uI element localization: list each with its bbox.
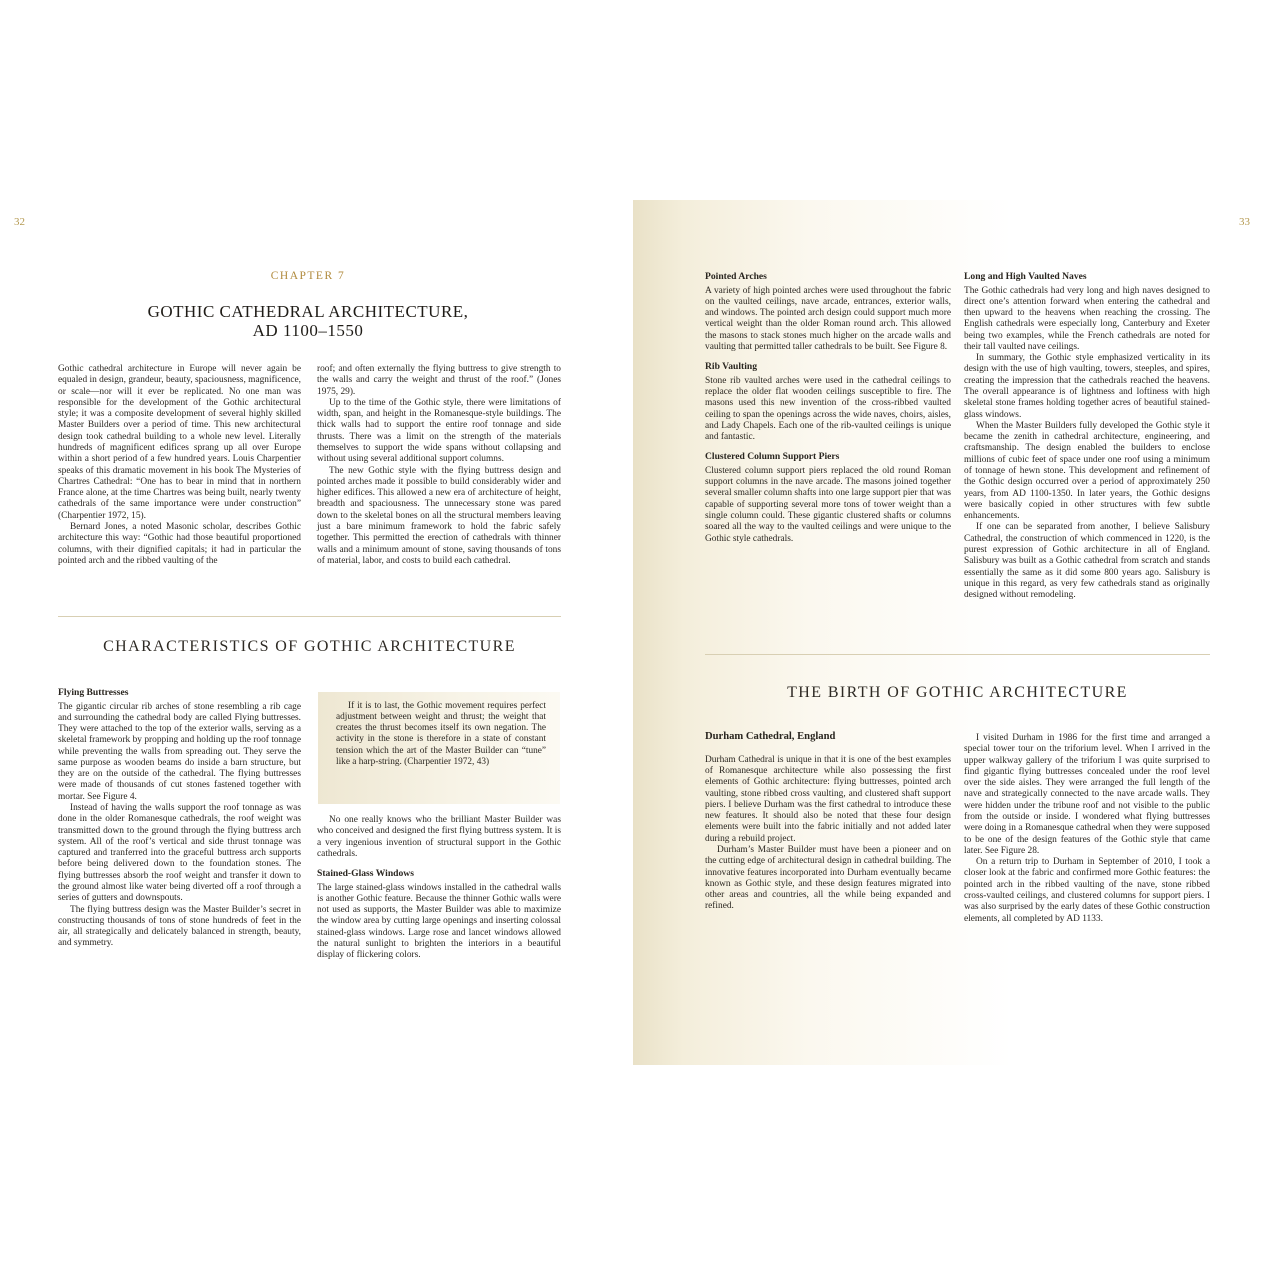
paragraph: Instead of having the walls support the roof tonnage as was done in the older Romanesque cathedrals, the roof weight was transmitted down to the ground through the flying buttress arch system. All of the roof’s vertical and side thrust tonnage was captured and tranferred into the graceful buttress arch supports before being delivered down to the foundation stones. The flying buttresses absorb the roof weight and transfer it down to the ground almost like water being diverted off a roof through a series of gutters and downspouts. xyxy=(58,803,301,904)
paragraph: Bernard Jones, a noted Masonic scholar, describes Gothic architecture this way: “Gothic had those beautiful proportioned columns, with their dignified capitals; it had in particular the pointed arch and the ribbed vaulting of the xyxy=(58,521,301,566)
chapter-label: CHAPTER 7 xyxy=(270,270,346,282)
section-divider xyxy=(58,616,561,617)
subheading-rib-vaulting: Rib Vaulting xyxy=(705,361,757,373)
paragraph: Up to the time of the Gothic style, there were limitations of width, span, and height in the Romanesque-style buildings. The thick walls had to support the entire roof tonnage and side thrusts. There was a limit on the strength of the materials themselves to support the wide spans without collapsing and without using several additional support columns. xyxy=(317,397,561,465)
section-divider xyxy=(705,654,1210,655)
subheading-vaulted-naves: Long and High Vaulted Naves xyxy=(964,271,1087,282)
subheading-durham: Durham Cathedral, England xyxy=(705,731,836,742)
section-title-birth: THE BIRTH OF GOTHIC ARCHITECTURE xyxy=(787,684,1128,701)
paragraph: The flying buttress design was the Master Builder’s secret in constructing thousands of tons of stone hundreds of feet in the air, all strategically and delicately balanced in strength, beauty, and symmetry. xyxy=(58,904,301,949)
master-builder-column xyxy=(317,815,561,962)
chapter-title xyxy=(58,302,558,340)
paragraph: Gothic cathedral architecture in Europe will never again be equaled in design, grandeur, beauty, spaciousness, magnificence, or scale—nor will it ever be replicated. No one man was responsible for the development of the Gothic architectural style; it was a composite development of several highly skilled Master Builders over a period of time. This new architectural design took cathedral building to a whole new level. Literally hundreds of magnificent edifices sprang up all over Europe within a short period of a few hundred years. Louis Charpentier speaks of this dramatic movement in his book The Mysteries of Chartres Cathedral: “One has to bear in mind that in northern France alone, at the time Chartres was being built, nearly twenty cathedrals of the same importance were under construction” (Charpentier 1972, 15). xyxy=(58,364,301,521)
flying-buttresses-column xyxy=(58,687,301,950)
subheading-stained-glass: Stained-Glass Windows xyxy=(317,868,414,880)
subheading-clustered-columns: Clustered Column Support Piers xyxy=(705,451,840,463)
page-number-right: 33 xyxy=(1239,216,1250,228)
paragraph: Clustered column support piers replaced the old round Roman support columns in the nave arcade. The masons joined together several smaller column shafts into one large support pier that was capable of supporting several more tons of tower weight than a single column could. These gigantic clustered shafts or columns soared all the way to the vaulted ceilings and were unique to the Gothic style cathedrals. xyxy=(705,465,951,544)
chapter-title-line-2: AD 1100–1550 xyxy=(252,321,364,341)
durham-column xyxy=(705,731,951,913)
paragraph: If one can be separated from another, I believe Salisbury Cathedral, the construction of which commenced in 1220, is the purest expression of Gothic architecture in all of England. Salisbury was built as a Gothic cathedral from scratch and stands essentially the same as it did some 800 years ago. Salisbury is unique in this regard, as very few cathedrals stand as originally designed without remodeling. xyxy=(964,522,1210,601)
pull-quote-text: If it is to last, the Gothic movement requires perfect adjustment between weight and thrust; the weight that creates the thrust becomes itself its own negation. The activity in the stone is therefore in a state of constant tension which the art of the Master Builder can “tune” like a harp-string. (Charpentier 1972, 43) xyxy=(336,701,546,767)
page-number-left: 32 xyxy=(14,216,25,228)
paragraph: Durham Cathedral is unique in that it is one of the best examples of Romanesque architecture while also possessing the first elements of Gothic architecture: flying buttresses, pointed arch vaulting, stone ribbed cross vaulting, and clustered shaft support piers. I believe Durham was the first cathedral to introduce these new features. It should also be noted that these four design elements were built into the fabric initially and not added later during a rebuild project. xyxy=(705,754,951,844)
section-title-characteristics: CHARACTERISTICS OF GOTHIC ARCHITECTURE xyxy=(103,638,516,655)
chapter-title-line-1: GOTHIC CATHEDRAL ARCHITECTURE, xyxy=(147,302,469,321)
paragraph: No one really knows who the brilliant Master Builder was who conceived and designed the first flying buttress system. It is a very ingenious invention of structural support in the Gothic cathedrals. xyxy=(317,815,561,859)
paragraph: A variety of high pointed arches were used throughout the fabric on the vaulted ceilings, nave arcade, entrances, exterior walls, and windows. The pointed arch design could support much more vertical weight than the older Roman round arch. This allowed the masons to stack stones much higher on the arcade walls and vaulting that permitted taller cathedrals to be built. See Figure 8. xyxy=(705,285,951,352)
visit-column xyxy=(964,733,1210,925)
paragraph: When the Master Builders fully developed the Gothic style it became the zenith in cathedral architecture, engineering, and craftsmanship. The design enabled the builders to enclose millions of cubic feet of space under one roof using a minimum of tonnage of hewn stone. This development and refinement of the Gothic design occurred over a period of approximately 250 years, from AD 1100-1350. In later years, the Gothic designs were basically copied in other structures with few subtle enhancements. xyxy=(964,420,1210,522)
paragraph: roof; and often externally the flying buttress to give strength to the walls and carry the weight and thrust of the roof.” (Jones 1975, 29). xyxy=(317,364,561,397)
paragraph: On a return trip to Durham in September of 2010, I took a closer look at the fabric and confirmed more Gothic features: the pointed arch in the ribbed vaulting of the nave, stone ribbed cross-vaulted ceilings, and clustered columns for support piers. I was also surprised by the early dates of these Gothic construction elements, all completed by AD 1133. xyxy=(964,857,1210,924)
naves-column xyxy=(964,271,1210,601)
paragraph: I visited Durham in 1986 for the first time and arranged a special tower tour on the triforium level. When I arrived in the upper walkway gallery of the triforium I was quite surprised to find gigantic flying buttresses concealed under the roof level over the side aisles. They were arranged the full length of the nave and strategically connected to the nave arcade walls. They were hidden under the tribune roof and not visible to the public from the outside or inside. I wondered what flying buttresses were doing in a Romanesque cathedral when they were supposed to be one of the design features of the Gothic style that came later. See Figure 28. xyxy=(964,733,1210,856)
pull-quote-box xyxy=(318,692,560,804)
paragraph: The gigantic circular rib arches of stone resembling a rib cage and surrounding the cathedral body are called Flying buttresses. They were attached to the top of the exterior walls, serving as a skeletal framework by propping and holding up the roof tonnage while preventing the walls from spreading out. They serve the same purpose as wooden beams do inside a barn structure, but they are on the outside of the cathedral. The flying buttresses were made of thousands of cut stones fastened together with mortar. See Figure 4. xyxy=(58,701,301,802)
features-column xyxy=(705,271,951,545)
paragraph: Stone rib vaulted arches were used in the cathedral ceilings to replace the older flat wooden ceilings susceptible to fire. The masons used this new invention of the cross-ribbed vaulted ceiling to span the openings across the wide naves, choirs, aisles, and Lady Chapels. Each one of the rib-vaulted ceilings is unique and fantastic. xyxy=(705,375,951,443)
paragraph: The large stained-glass windows installed in the cathedral walls is another Gothic feature. Because the thinner Gothic walls were not used as supports, the Master Builder was able to maximize the window area by cutting large openings and inserting colossal stained-glass windows. Large rose and lancet windows allowed the natural sunlight to brighten the interiors in a beautiful display of flickering colors. xyxy=(317,882,561,961)
paragraph: In summary, the Gothic style emphasized verticality in its design with the use of high vaulting, towers, steeples, and spires, creating the impression that the cathedrals reached the heavens. The overall appearance is of lightness and loftiness with high skeletal stone frames holding together acres of beautiful stained-glass windows. xyxy=(964,353,1210,420)
paragraph: Durham’s Master Builder must have been a pioneer and on the cutting edge of architectural design in cathedral building. The innovative features incorporated into Durham eventually became known as Gothic style, and these design features migrated into other areas and countries, all the while being expanded and refined. xyxy=(705,844,951,912)
intro-column-1 xyxy=(58,364,301,567)
subheading-pointed-arches: Pointed Arches xyxy=(705,271,767,282)
paragraph: The Gothic cathedrals had very long and high naves designed to direct one’s attention forward when entering the cathedral and then upward to the heavens when reaching the crossing. The English cathedrals were especially long, Canterbury and Exeter being two examples, while the French cathedrals are noted for their tall vaulted nave ceilings. xyxy=(964,285,1210,352)
subheading-flying-buttresses: Flying Buttresses xyxy=(58,687,129,698)
paragraph: The new Gothic style with the flying buttress design and pointed arches made it possible to build considerably wider and higher edifices. This allowed a new era of architecture of height, breadth and spaciousness. The unnecessary stone was pared down to the skeletal bones on all the structural members leaving just a bare minimum framework to hold the fabric safely together. This permitted the erection of cathedrals with thinner walls and a minimum amount of stone, saving thousands of tons of material, labor, and costs to build each cathedral. xyxy=(317,465,561,566)
intro-column-2 xyxy=(317,364,561,567)
